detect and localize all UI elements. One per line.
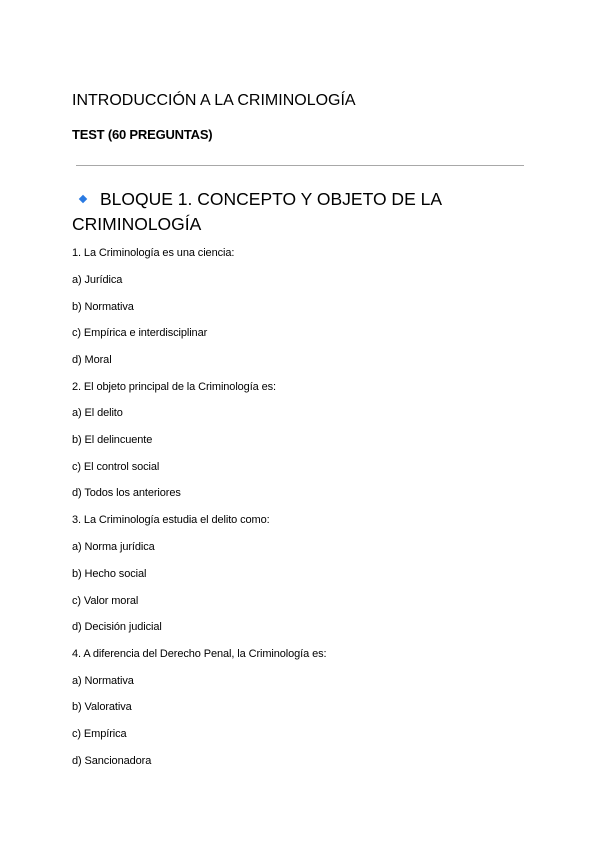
question-2-text: 2. El objeto principal de la Criminología es: xyxy=(72,381,277,393)
question-3-text: 3. La Criminología estudia el delito como: xyxy=(72,514,270,526)
question-2-option-c: c) El control social xyxy=(72,461,160,473)
question-4-option-c: c) Empírica xyxy=(72,728,127,740)
diamond-bullet-icon xyxy=(79,195,87,203)
question-3-option-d: d) Decisión judicial xyxy=(72,621,162,633)
question-1-option-d: d) Moral xyxy=(72,354,112,366)
question-1-option-a: a) Jurídica xyxy=(72,274,123,286)
section-heading xyxy=(72,187,492,237)
document-subtitle: TEST (60 PREGUNTAS) xyxy=(72,127,213,142)
question-1-text: 1. La Criminología es una ciencia: xyxy=(72,247,235,259)
question-1-option-c: c) Empírica e interdisciplinar xyxy=(72,327,208,339)
question-4-option-d: d) Sancionadora xyxy=(72,755,152,767)
question-2-option-d: d) Todos los anteriores xyxy=(72,487,181,499)
question-3-option-b: b) Hecho social xyxy=(72,568,147,580)
question-4-option-a: a) Normativa xyxy=(72,675,134,687)
question-4-option-b: b) Valorativa xyxy=(72,701,132,713)
document-title: INTRODUCCIÓN A LA CRIMINOLOGÍA xyxy=(72,92,356,109)
question-2-option-b: b) El delincuente xyxy=(72,434,153,446)
question-3-option-a: a) Norma jurídica xyxy=(72,541,155,553)
section-heading-text: BLOQUE 1. CONCEPTO Y OBJETO DE LA CRIMINOLOGÍA xyxy=(72,189,442,234)
question-1-option-b: b) Normativa xyxy=(72,301,134,313)
question-2-option-a: a) El delito xyxy=(72,407,123,419)
question-4-text: 4. A diferencia del Derecho Penal, la Criminología es: xyxy=(72,648,327,660)
question-3-option-c: c) Valor moral xyxy=(72,595,139,607)
horizontal-divider xyxy=(76,165,524,166)
